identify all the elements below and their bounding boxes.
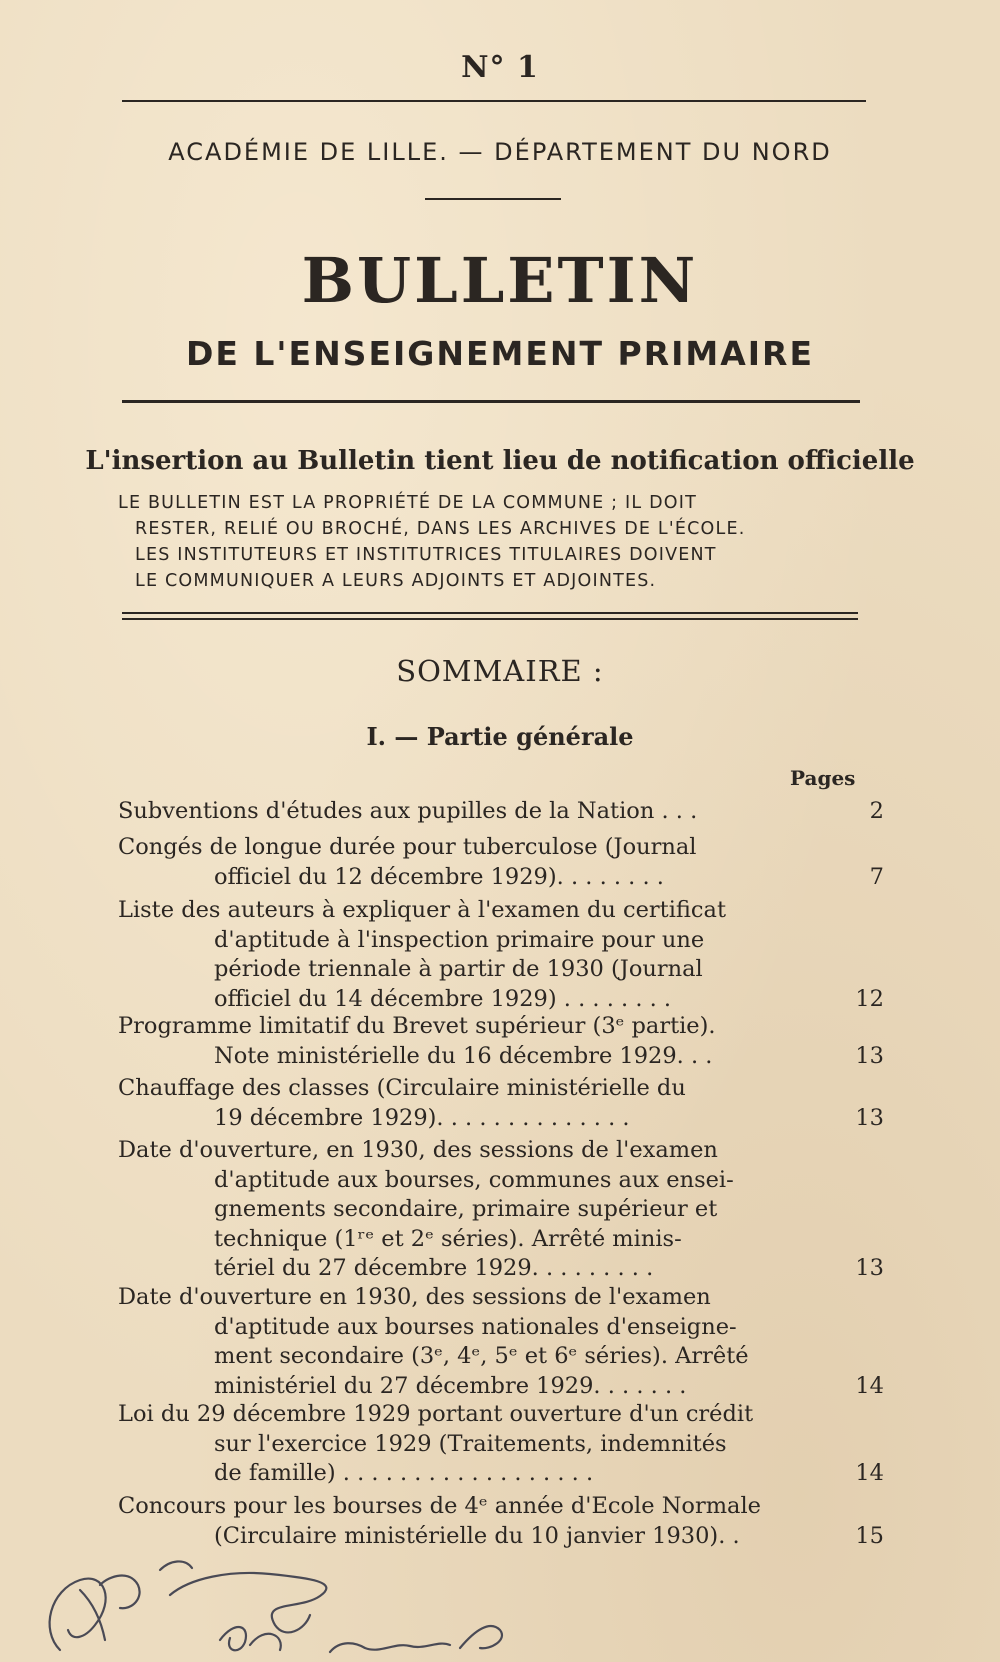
short-rule [425, 198, 561, 200]
propriete-line: LE COMMUNIQUER A LEURS ADJOINTS ET ADJOINTES. [135, 571, 657, 591]
toc-entry [118, 833, 888, 892]
toc-entry-line: Programme limitatif du Brevet supérieur (3ᵉ partie). [118, 1013, 716, 1039]
toc-entry-line: ministériel du 27 décembre 1929. . . . . . . [214, 1372, 687, 1399]
toc-entry-line: ment secondaire (3ᵉ, 4ᵉ, 5ᵉ et 6ᵉ séries). Arrêté [214, 1343, 749, 1369]
toc-entry-line: officiel du 12 décembre 1929). . . . . . . . [214, 863, 664, 890]
toc-entry-line: (Circulaire ministérielle du 10 janvier 1930). . [214, 1522, 740, 1549]
propriete-line: LES INSTITUTEURS ET INSTITUTRICES TITULAIRES DOIVENT [135, 545, 717, 565]
toc-entry-line: Liste des auteurs à expliquer à l'examen du certificat [118, 897, 726, 923]
toc-entry-line: Note ministérielle du 16 décembre 1929. . . [214, 1042, 713, 1069]
sommaire-title: SOMMAIRE : [396, 654, 604, 688]
toc-entry-line: Congés de longue durée pour tuberculose (Journal [118, 834, 697, 860]
toc-entry [118, 1136, 888, 1284]
section-heading: I. — Partie générale [366, 722, 634, 751]
toc-entry-line: Date d'ouverture, en 1930, des sessions de l'examen [118, 1137, 718, 1163]
toc-page-number: 13 [855, 1255, 884, 1281]
toc-entry-line: d'aptitude aux bourses, communes aux ensei- [214, 1166, 734, 1193]
toc-page-number: 13 [855, 1042, 884, 1069]
top-rule [122, 100, 866, 102]
title-rule [122, 400, 860, 403]
toc-entry-line: Chauffage des classes (Circulaire ministérielle du [118, 1075, 686, 1101]
toc-page-number: 2 [869, 798, 884, 824]
pages-column-header: Pages [790, 766, 856, 790]
toc-entry-line: tériel du 27 décembre 1929. . . . . . . . . [214, 1255, 654, 1281]
toc-entry-line: Loi du 29 décembre 1929 portant ouverture d'un crédit [118, 1401, 754, 1427]
toc-entry-line: gnements secondaire, primaire supérieur et [214, 1196, 718, 1222]
toc-entry-line: officiel du 14 décembre 1929) . . . . . . . . [214, 985, 672, 1012]
toc-entry-line: d'aptitude à l'inspection primaire pour une [214, 926, 705, 953]
propriete-notice [118, 490, 878, 594]
toc-entry-line: de famille) . . . . . . . . . . . . . . . . . . [214, 1460, 594, 1486]
toc-page-number: 12 [855, 985, 884, 1012]
issue-number: N° 1 [461, 50, 539, 85]
toc-entry [118, 1400, 888, 1489]
toc-entry-line: 19 décembre 1929). . . . . . . . . . . . . . [214, 1104, 630, 1131]
toc-entry [118, 1012, 888, 1071]
toc-page-number: 15 [855, 1522, 884, 1549]
toc-page-number: 7 [869, 863, 884, 890]
toc-entry-line: Date d'ouverture en 1930, des sessions de l'examen [118, 1284, 711, 1310]
toc-entry-line: Subventions d'études aux pupilles de la Nation . . . [118, 798, 698, 824]
toc-entry-line: technique (1ʳᵉ et 2ᵉ séries). Arrêté minis- [214, 1225, 682, 1252]
academie-heading: ACADÉMIE DE LILLE. — DÉPARTEMENT DU NORD [168, 138, 832, 166]
double-rule-top [122, 612, 858, 614]
toc-entry [118, 896, 888, 1014]
propriete-line: LE BULLETIN EST LA PROPRIÉTÉ DE LA COMMUNE ; IL DOIT [118, 493, 698, 513]
toc-entry-line: période triennale à partir de 1930 (Journal [214, 956, 703, 982]
bulletin-title: BULLETIN [301, 244, 699, 317]
toc-entry [118, 797, 888, 827]
toc-page-number: 13 [855, 1104, 884, 1131]
double-rule-bottom [122, 618, 858, 620]
official-notice: L'insertion au Bulletin tient lieu de notification officielle [85, 446, 915, 476]
toc-entry [118, 1283, 888, 1401]
propriete-line: RESTER, RELIÉ OU BROCHÉ, DANS LES ARCHIVES DE L'ÉCOLE. [135, 519, 746, 539]
handwritten-signature [20, 1530, 540, 1660]
toc-entry [118, 1074, 888, 1133]
toc-entry-line: sur l'exercice 1929 (Traitements, indemnités [214, 1430, 727, 1457]
toc-entry-line: Concours pour les bourses de 4ᵉ année d'Ecole Normale [118, 1493, 761, 1519]
toc-page-number: 14 [855, 1460, 884, 1486]
toc-page-number: 14 [855, 1372, 884, 1399]
bulletin-subtitle: DE L'ENSEIGNEMENT PRIMAIRE [185, 334, 815, 373]
toc-entry-line: d'aptitude aux bourses nationales d'enseigne- [214, 1313, 737, 1340]
